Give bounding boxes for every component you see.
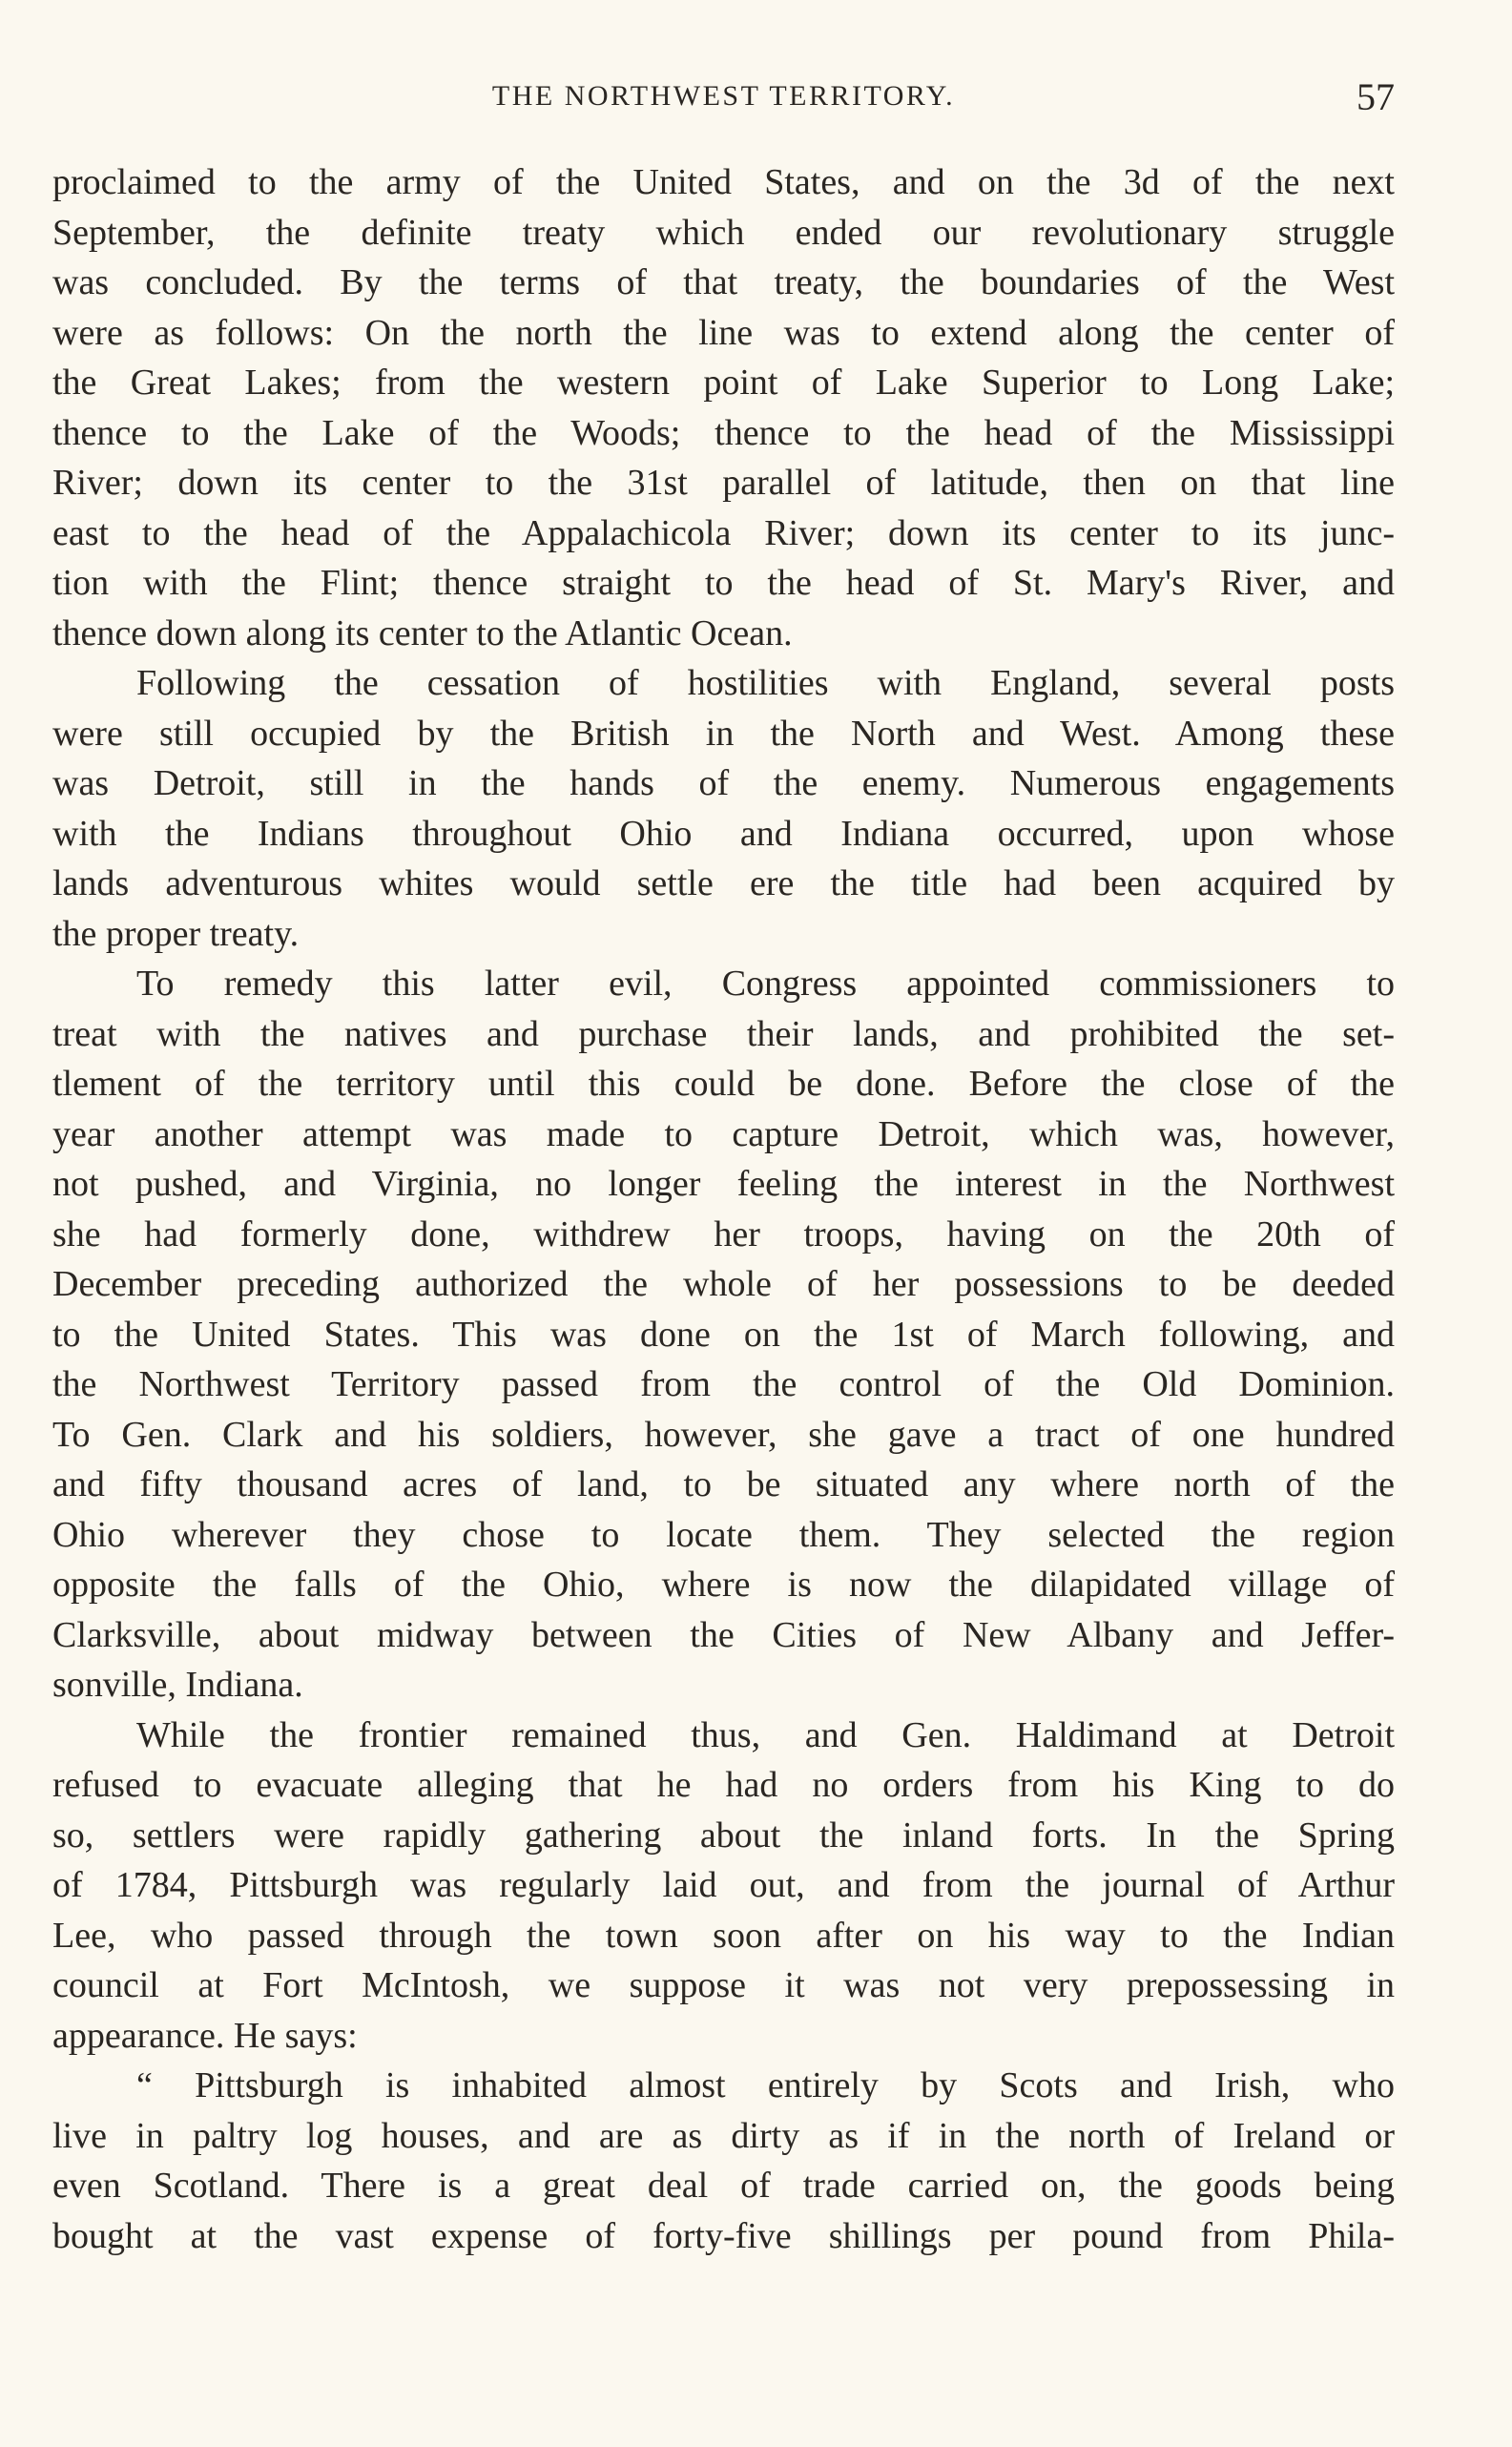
text-line: Clarksville, about midway between the Cities of New Albany and Jeffer- [52, 1614, 1395, 1655]
text-line: “ Pittsburgh is inhabited almost entirely by Scots and Irish, who [136, 2065, 1395, 2105]
text-line: September, the definite treaty which ended our revolutionary struggle [52, 212, 1395, 253]
text-line: To remedy this latter evil, Congress appointed commissioners to [136, 964, 1395, 1004]
text-line: even Scotland. There is a great deal of trade carried on, the goods being [52, 2166, 1395, 2206]
text-line: the proper treaty. [52, 913, 300, 954]
text-line: Lee, who passed through the town soon after on his way to the Indian [52, 1915, 1395, 1956]
text-line: Ohio wherever they chose to locate them. They selected the region [52, 1514, 1395, 1555]
text-line: thence to the Lake of the Woods; thence to the head of the Mississippi [52, 412, 1395, 453]
text-line: with the Indians throughout Ohio and Indiana occurred, upon whose [52, 813, 1395, 854]
text-line: and fifty thousand acres of land, to be situated any where north of the [52, 1464, 1395, 1504]
text-line: she had formerly done, withdrew her troops, having on the 20th of [52, 1213, 1395, 1255]
text-line: appearance. He says: [52, 2015, 358, 2056]
text-line: To Gen. Clark and his soldiers, however, she gave a tract of one hundred [52, 1414, 1395, 1455]
text-line: treat with the natives and purchase their lands, and prohibited the set- [52, 1013, 1395, 1054]
text-line: was Detroit, still in the hands of the enemy. Numerous engagements [52, 763, 1395, 803]
text-line: December preceding authorized the whole of her possessions to be deeded [52, 1264, 1395, 1304]
text-line: sonville, Indiana. [52, 1665, 303, 1705]
text-line: Following the cessation of hostilities with England, several posts [136, 663, 1395, 703]
text-line: east to the head of the Appalachicola River; down its center to its junc- [52, 512, 1395, 553]
text-line: were still occupied by the British in the North and West. Among these [52, 713, 1395, 754]
text-line: thence down along its center to the Atlantic Ocean. [52, 612, 793, 653]
text-line: year another attempt was made to capture Detroit, which was, however, [52, 1113, 1395, 1154]
text-line: opposite the falls of the Ohio, where is now the dilapidated village of [52, 1565, 1395, 1605]
text-line: tlement of the territory until this could be done. Before the close of the [52, 1064, 1395, 1104]
text-line: lands adventurous whites would settle ere the title had been acquired by [52, 863, 1395, 903]
text-line: bought at the vast expense of forty-five shillings per pound from Phila- [52, 2215, 1395, 2256]
text-line: to the United States. This was done on the 1st of March following, and [52, 1314, 1395, 1355]
text-line: not pushed, and Virginia, no longer feeling the interest in the Northwest [52, 1164, 1395, 1204]
body-text [52, 157, 1395, 2261]
text-line: tion with the Flint; thence straight to the head of St. Mary's River, and [52, 563, 1395, 603]
page-number: 57 [1357, 75, 1395, 118]
text-line: proclaimed to the army of the United States, and on the 3d of the next [52, 162, 1395, 202]
text-line: was concluded. By the terms of that treaty, the boundaries of the West [52, 262, 1395, 302]
running-title: THE NORTHWEST TERRITORY. [491, 80, 956, 112]
text-line: While the frontier remained thus, and Gen. Haldimand at Detroit [136, 1714, 1395, 1755]
text-line: River; down its center to the 31st parallel of latitude, then on that line [52, 463, 1395, 503]
text-line: were as follows: On the north the line was to extend along the center of [52, 312, 1395, 353]
text-line: the Great Lakes; from the western point of Lake Superior to Long Lake; [52, 363, 1395, 403]
text-line: the Northwest Territory passed from the control of the Old Dominion. [52, 1364, 1395, 1404]
text-line: so, settlers were rapidly gathering about the inland forts. In the Spring [52, 1815, 1395, 1856]
text-line: of 1784, Pittsburgh was regularly laid out, and from the journal of Arthur [52, 1865, 1395, 1905]
text-line: refused to evacuate alleging that he had no orders from his King to do [52, 1765, 1395, 1805]
text-line: council at Fort McIntosh, we suppose it was not very prepossessing in [52, 1965, 1395, 2005]
running-head [52, 74, 1395, 122]
text-line: live in paltry log houses, and are as dirty as if in the north of Ireland or [52, 2115, 1395, 2156]
